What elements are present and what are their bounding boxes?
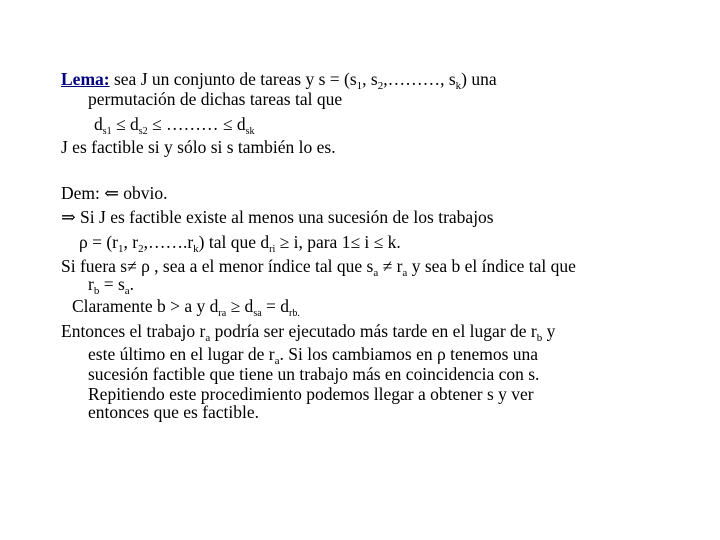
lemma-conclusion: J es factible si y sólo si s también lo es. — [61, 137, 336, 157]
proof-line-este-ultimo: este último en el lugar de $r_a$. Si los cambiamos en ρ tenemos una — [88, 344, 539, 367]
proof-line-final: entonces que es factible. — [88, 402, 260, 422]
lemma-inequality-line: $d_{s1} \le d_{s2}$ ≤ ……… ≤ $d_{sk}$ — [94, 114, 255, 137]
lemma-line-1: Lema: sea J un conjunto de tareas y $s = (s_1$, $s_2,\dots\dots\dots$, $s_k$) una — [61, 69, 497, 92]
proof-line-sucesion: sucesión factible que tiene un trabajo más en coincidencia con s. — [88, 364, 540, 384]
proof-line-claramente: Claramente b > a y $d_{ra} \ge d_{sa} = d_{rb.}$ — [72, 296, 300, 319]
lemma-title: Lema: — [61, 69, 110, 89]
proof-line-si-fuera: Si fuera s≠ ρ , sea a el menor índice tal que $s_a \ne r_a$ y sea b el índice tal que — [61, 256, 576, 279]
proof-line-rb: $r_b = s_a$. — [88, 274, 135, 297]
proof-line-repitiendo: Repitiendo este procedimiento podemos llegar a obtener s y ver — [88, 384, 534, 404]
proof-line-entonces: Entonces el trabajo $r_a$ podría ser ejecutado más tarde en el lugar de $r_b$ y — [61, 321, 556, 344]
proof-line-rho: $\rho = (r_1$, $r_2,\dots\dots.r_k$) tal que $d_{ri} \ge i$, para 1≤ i ≤ k. — [79, 232, 401, 255]
proof-line-dem: Dem: ⇐ obvio. — [61, 183, 168, 203]
lemma-line-2: permutación de dichas tareas tal que — [88, 89, 343, 109]
proof-line-forward: ⇒ Si J es factible existe al menos una sucesión de los trabajos — [61, 207, 494, 227]
